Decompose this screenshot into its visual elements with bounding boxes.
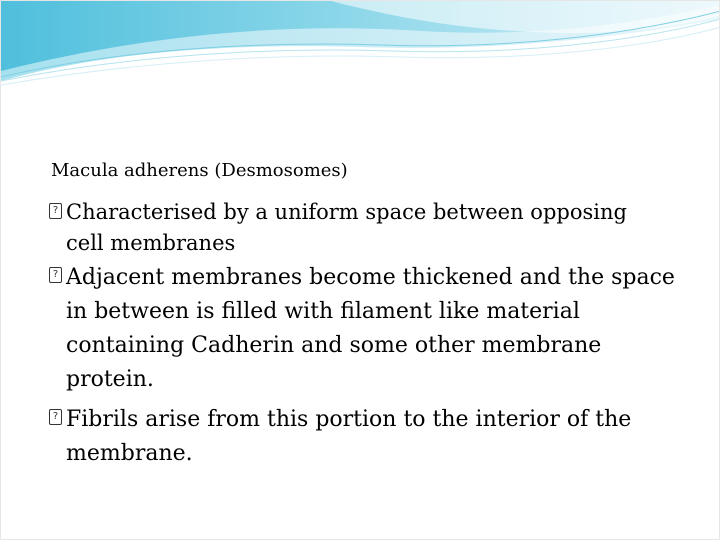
heading-subtitle: (Desmosomes) [214,160,348,181]
heading-title: Macula adherens [51,160,209,181]
bullet-item [49,261,699,397]
missing-glyph-box-icon [49,267,62,283]
bullet-text: Characterised by a uniform space between opposing cell membranes [66,200,627,255]
slide-heading [51,159,348,183]
bullet-item [49,197,699,259]
bullet-text: Fibrils arise from this portion to the interior of the membrane. [66,407,632,466]
bullet-item [49,403,699,471]
missing-glyph-box-icon [49,409,62,425]
missing-glyph-box-icon [49,203,62,219]
slide-content [1,1,720,540]
bullet-text: Adjacent membranes become thickened and the space in between is filled with filament like material containing Cadherin and some other membrane protein. [66,265,675,392]
